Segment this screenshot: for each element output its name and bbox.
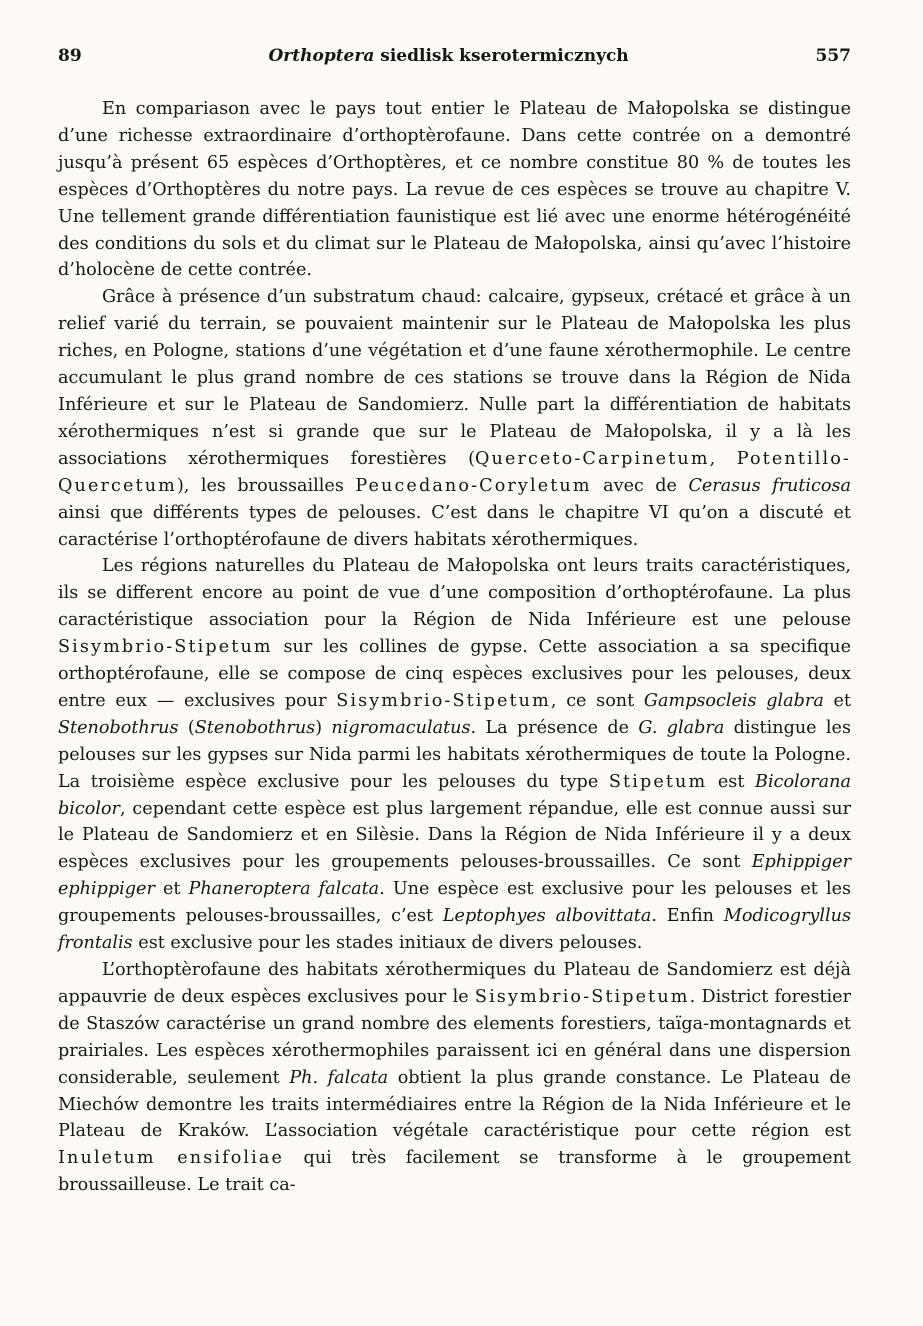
text-run: et — [823, 690, 851, 711]
text-run: . District forestier de Staszów caractérise un grand nombre des elements forestiers, taïga-montagnards et prairiales. Les espèces xérothermophiles paraissent ici en général dans une dispersion considerable, seulement — [58, 986, 851, 1088]
association-name: Stipetum — [608, 771, 708, 792]
species-name: Stenobothrus — [58, 717, 179, 738]
running-title-rest: siedlisk kserotermicznych — [374, 46, 629, 66]
text-run: En compariason avec le pays tout entier le Plateau de Małopolska se distingue d’une richesse extraordinaire d’orthoptèrofaune. Dans cette contrée on a demontré jusqu’à présent 65 espèces d’Orthoptères, et ce nombre constitue 80 % de toutes les espèces d’Orthoptères du notre pays. La revue de ces espèces se trouve au chapitre V. Une tellement grande différentiation faunistique est lié avec une enorme hétérogénéité des conditions du sols et du climat sur le Plateau de Małopolska, ainsi qu’avec l’histoire d’holocène de cette contrée. — [58, 99, 851, 281]
text-run: ) — [315, 717, 332, 738]
association-name: Sisymbrio-Stipetum — [336, 690, 551, 711]
text-run: L’orthoptèrofaune des habitats xérothermiques du Plateau de Sandomierz est déjà appauvrie de deux espèces exclusives pour le — [58, 960, 851, 1007]
species-name: nigromaculatus — [331, 717, 471, 738]
text-run: sur les collines de gypse. Cette association a sa specifique orthoptérofaune, elle se compose de cinq espèces exclusives pour les pelouses, deux entre eux — exclusives pour — [58, 637, 851, 711]
species-name: G. glabra — [638, 717, 725, 738]
species-name: Leptophyes albovittata — [442, 906, 652, 927]
text-run: ), les broussailles — [176, 475, 356, 496]
text-run: ( — [178, 717, 195, 738]
text-run: est — [707, 771, 756, 792]
species-name: Stenobothrus — [194, 717, 316, 738]
text-run: qui très facilement se transforme à le groupement broussailleuse. Le trait ca- — [58, 1148, 851, 1196]
species-name: Cerasus fruticosa — [688, 475, 851, 496]
text-run: . Enfin — [651, 906, 724, 927]
species-name: Bicolorana bicolor — [58, 771, 851, 819]
running-header — [58, 46, 851, 66]
paragraph — [58, 96, 851, 284]
body-text — [58, 96, 851, 1199]
text-run: distingue les pelouses sur les gypses sur Nida parmi les habitats xérothermiques de toute la Pologne. La troisième espèce exclusive pour les pelouses du type — [58, 717, 851, 792]
text-run: , — [709, 448, 737, 469]
species-name: Ph. falcata — [289, 1067, 389, 1088]
association-name: Peucedano-Coryletum — [355, 475, 592, 496]
text-run: Les régions naturelles du Plateau de Małopolska ont leurs traits caractéristiques, ils se different encore au point de vue d’une composition d’orthoptérofaune. La plus caractéristique association pour la Région de Nida Inférieure est une pelouse — [58, 556, 851, 631]
species-name: Phaneroptera falcata — [188, 879, 380, 900]
running-title — [269, 46, 629, 66]
text-run: est exclusive pour les stades initiaux de divers pelouses. — [132, 933, 643, 954]
text-run: Grâce à présence d’un substratum chaud: calcaire, gypseux, crétacé et grâce à un relief varié du terrain, se pouvaient maintenir sur le Plateau de Małopolska les plus riches, en Pologne, stations d’une végétation et d’une faune xérothermophile. Le centre accumulant le plus grand nombre de ces stations se trouve dans la Région de Nida Inférieure et sur le Plateau de Sandomierz. Nulle part la différentiation de habitats xérothermiques n’est si grande que sur le Plateau de Małopolska, il y a là les associations xérothermiques forestières ( — [58, 287, 851, 469]
association-name: Sisymbrio-Stipetum — [58, 637, 273, 658]
text-run: . La présence de — [470, 717, 639, 738]
association-name: Querceto-Carpinetum — [474, 448, 710, 469]
species-name: Gampsocleis glabra — [643, 690, 824, 711]
text-run: avec de — [591, 475, 689, 496]
association-name: Potentillo-Quercetum — [58, 448, 851, 496]
species-name: Ephippiger ephippiger — [58, 852, 851, 900]
association-name: Sisymbrio-Stipetum — [474, 986, 690, 1007]
species-name: Modicogryllus frontalis — [58, 906, 851, 954]
text-run: et — [154, 879, 189, 900]
text-run: , ce sont — [550, 690, 644, 711]
paragraph — [58, 553, 851, 957]
text-run: . Une espèce est exclusive pour les pelouses et les groupements pelouses-broussailles, c’est — [58, 879, 852, 927]
text-run: , cependant cette espèce est plus largement répandue, elle est connue aussi sur le Plateau de Sandomierz et en Silèsie. Dans la Région de Nida Inférieure il y a deux espèces exclusives pour les groupements pelouses-broussailles. Ce sont — [58, 798, 851, 873]
text-run: obtient la plus grande constance. Le Plateau de Miechów demontre les traits intermédiaires entre la Région de la Nida Inférieure et le Plateau de Kraków. L’association végétale caractéristique pour cette région est — [58, 1067, 851, 1142]
paragraph — [58, 284, 851, 553]
page-number-left: 89 — [58, 46, 82, 66]
page-number-right: 557 — [815, 46, 851, 66]
paragraph — [58, 957, 851, 1199]
running-title-italic: Orthoptera — [268, 46, 375, 66]
text-run: ainsi que différents types de pelouses. C’est dans le chapitre VI qu’on a discuté et caractérise l’orthoptérofaune de divers habitats xérothermiques. — [58, 502, 851, 550]
association-name: Inuletum ensifoliae — [58, 1148, 285, 1169]
